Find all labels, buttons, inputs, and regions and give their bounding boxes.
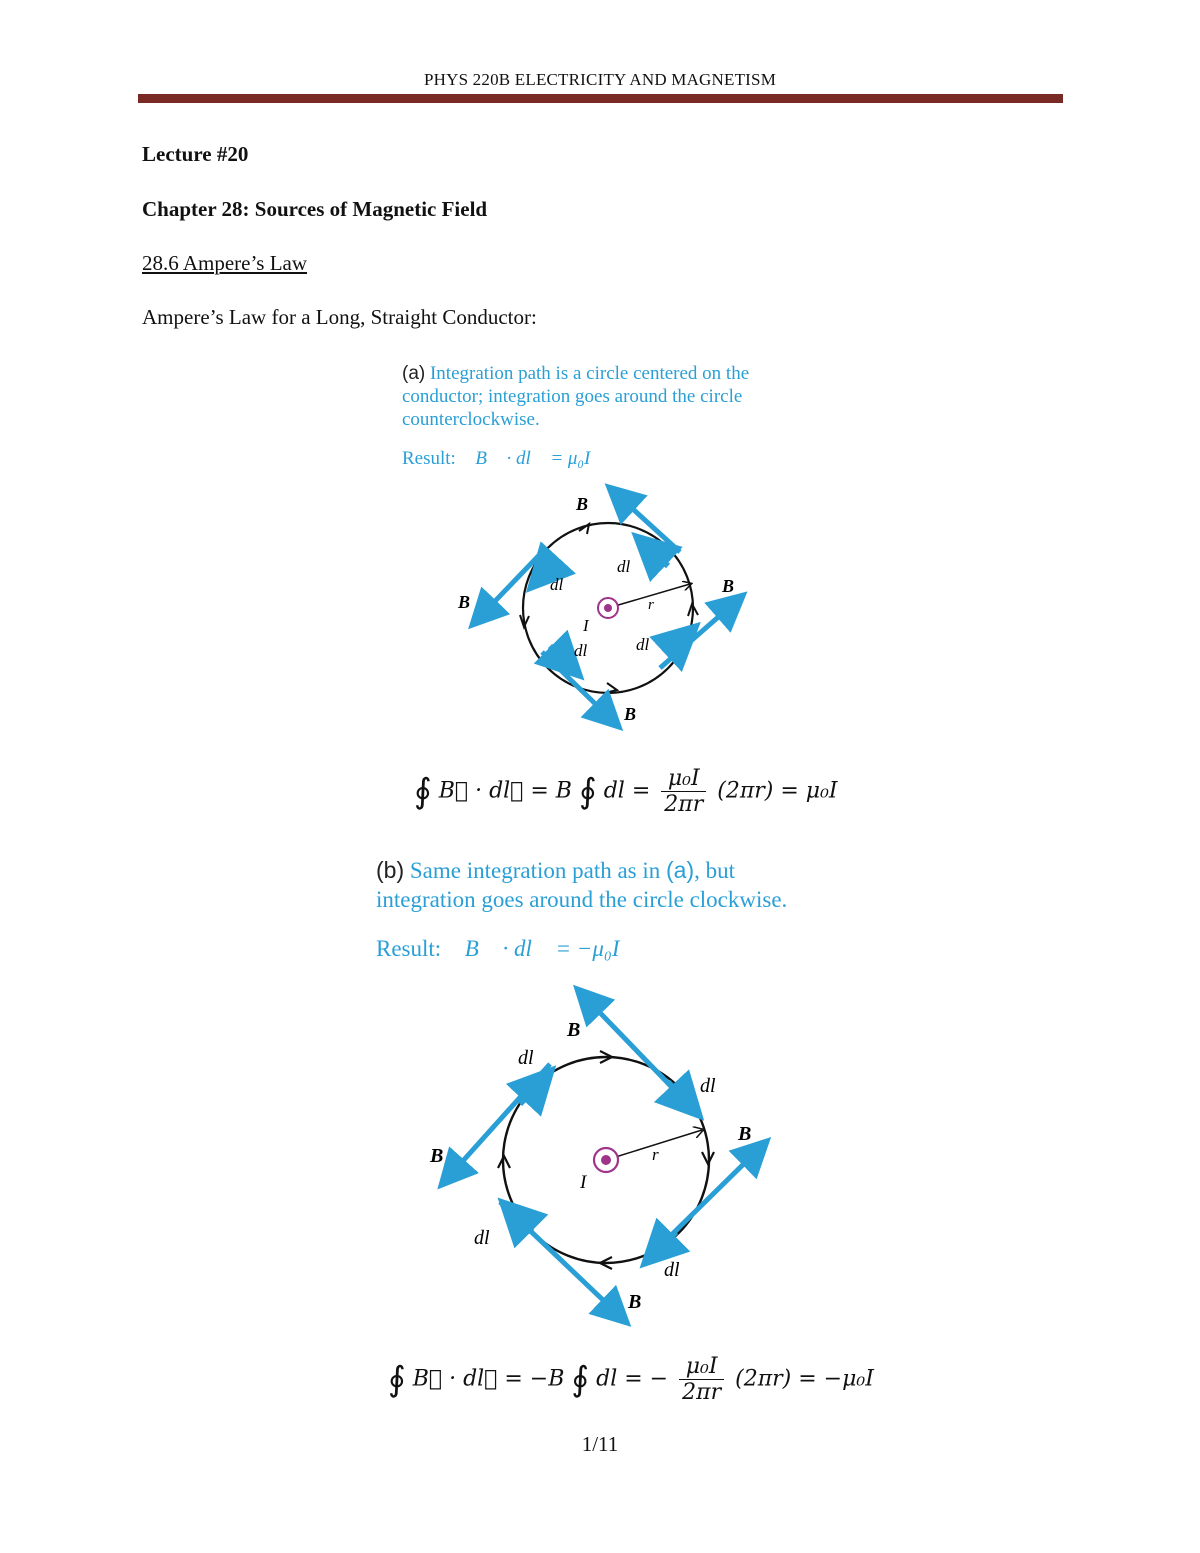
figure-a-result	[402, 447, 590, 470]
label-dl-b-bottom-right: dl⃗	[664, 1259, 696, 1281]
figure-b-result-prefix: Result:	[376, 936, 447, 961]
equation-a-rhs: (2πr) = μ₀I	[717, 778, 838, 804]
figure-b-caption-line1b: , but	[694, 858, 736, 883]
equation-a-mid: dl =	[603, 778, 651, 804]
current-dot-a	[604, 604, 612, 612]
figure-a-result-expr: ∮B⃗ · dl⃗ = μ₀I	[460, 448, 591, 469]
b-vector-a-bottom	[542, 652, 616, 724]
figure-b-result	[376, 934, 620, 963]
figure-a-caption-line1: Integration path is a circle centered on the	[429, 363, 750, 384]
figure-a-diagram	[440, 480, 780, 740]
equation-b-rhs: (2πr) = −μ₀I	[735, 1366, 874, 1392]
figure-a-caption-line2: conductor; integration goes around the circle	[402, 386, 743, 407]
figure-b-caption-line2: integration goes around the circle clockwise.	[376, 887, 788, 912]
contour-integral-symbol: ∮	[388, 1359, 406, 1400]
equation-a-numerator: μ₀I	[661, 766, 706, 792]
label-dl-a-right: dl⃗	[636, 635, 663, 654]
figure-b-caption	[376, 856, 846, 914]
equation-a	[414, 766, 838, 817]
equation-a-fraction	[661, 766, 706, 817]
label-dl-b-top-right: dl⃗	[700, 1075, 732, 1097]
figure-b-caption-line1a: Same integration path as in	[409, 858, 667, 883]
figure-b-diagram	[420, 980, 800, 1340]
equation-b-mid: dl = −	[596, 1366, 669, 1392]
equation-b-denominator: 2πr	[682, 1380, 722, 1405]
figure-b-label: (b)	[376, 857, 405, 883]
current-dot-b	[601, 1155, 611, 1165]
label-current-a: I	[583, 616, 589, 635]
path-direction-a3	[605, 683, 617, 693]
label-current-b: I	[580, 1172, 587, 1193]
label-radius-a: r	[648, 597, 654, 613]
label-dl-a-left: dl⃗	[550, 575, 577, 594]
label-b-a-top: B⃗	[576, 494, 603, 514]
intro-text: Ampere’s Law for a Long, Straight Conductor:	[142, 305, 537, 329]
label-b-b-right: B⃗	[738, 1123, 767, 1145]
figure-a-caption-line3: counterclockwise.	[402, 409, 540, 430]
equation-b-fraction	[679, 1354, 724, 1405]
lecture-number: Lecture #20	[142, 142, 249, 166]
label-b-b-top: B⃗	[567, 1019, 596, 1041]
label-dl-a-bottom: dl⃗	[574, 641, 601, 660]
figure-b-caption-ref: (a)	[666, 857, 695, 883]
b-vector-a-right	[660, 598, 740, 668]
figure-a-caption	[402, 362, 822, 431]
figure-b-result-expr: ∮B⃗ · dl⃗ = −μ₀I	[446, 936, 620, 961]
figure-a-result-prefix: Result:	[402, 448, 461, 469]
label-dl-b-bottom-left: dl⃗	[474, 1227, 506, 1249]
label-dl-b-top-left: dl⃗	[518, 1047, 550, 1069]
equation-b-lhs: B⃗ · dl⃗ = −B	[412, 1366, 565, 1392]
label-b-b-left: B⃗	[430, 1145, 459, 1167]
page-number: 1/11	[581, 1432, 619, 1456]
label-b-a-right: B⃗	[722, 576, 749, 596]
equation-a-denominator: 2πr	[664, 792, 704, 817]
contour-integral-symbol: ∮	[414, 771, 432, 812]
dl-vector-a-bottom	[550, 646, 576, 672]
dl-vector-b-bottom-left	[506, 1206, 532, 1232]
b-vector-b-left	[444, 1064, 550, 1182]
equation-a-lhs: B⃗ · dl⃗ = B	[438, 778, 572, 804]
label-b-a-bottom: B⃗	[624, 704, 651, 724]
label-b-b-bottom: B⃗	[628, 1291, 657, 1313]
equation-b-numerator: μ₀I	[679, 1354, 724, 1380]
label-b-a-left: B⃗	[458, 592, 485, 612]
header-title: PHYS 220B ELECTRICITY AND MAGNETISM	[423, 70, 777, 89]
contour-integral-symbol: ∮	[571, 1359, 590, 1400]
figure-a-label: (a)	[402, 363, 426, 384]
label-radius-b: r	[652, 1145, 659, 1164]
section-heading: 28.6 Ampere’s Law	[142, 251, 308, 275]
header-rule	[138, 94, 1063, 103]
equation-b	[388, 1354, 874, 1405]
label-dl-a-top: dl⃗	[617, 557, 644, 576]
contour-integral-symbol: ∮	[578, 771, 597, 812]
dl-vector-b-bottom-right	[648, 1232, 676, 1260]
dl-vector-b-top-right	[668, 1082, 696, 1112]
chapter-title: Chapter 28: Sources of Magnetic Field	[142, 197, 488, 221]
